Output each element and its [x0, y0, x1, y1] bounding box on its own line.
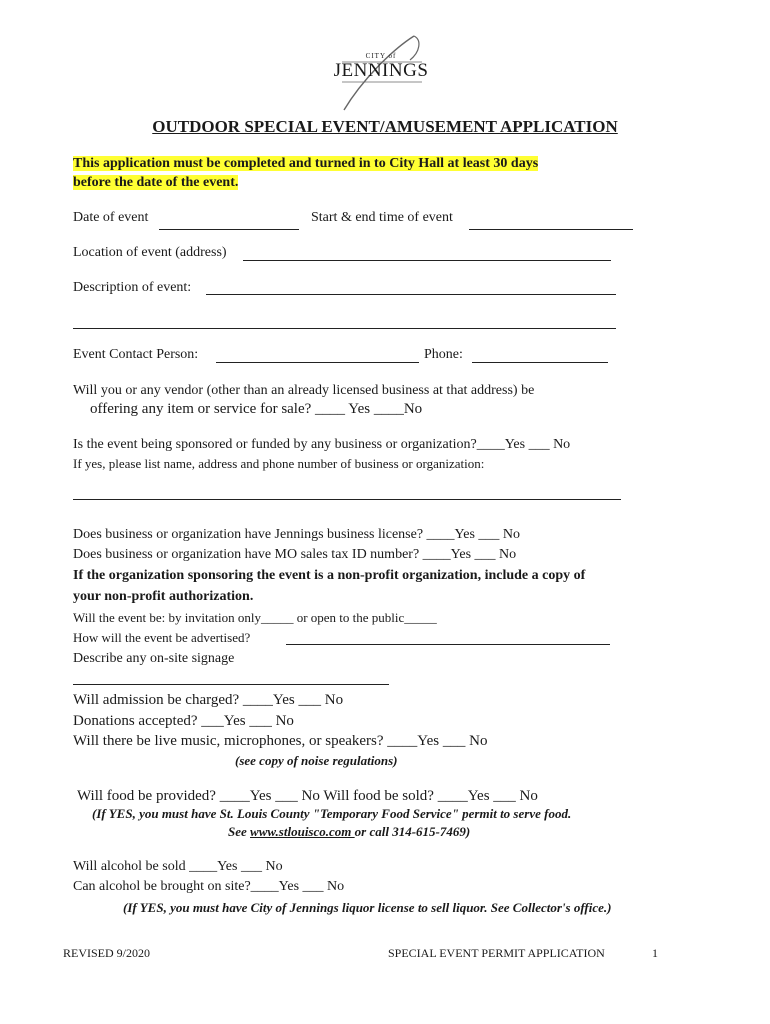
sponsor-details-prompt: If yes, please list name, address and phone number of business or organization:	[73, 456, 485, 471]
notice-line-1	[73, 156, 538, 172]
start-end-time-label: Start & end time of event	[311, 210, 453, 225]
date-of-event-field[interactable]	[159, 229, 299, 230]
alcohol-brought-question: Can alcohol be brought on site?____Yes ___ No	[73, 879, 345, 894]
description-field[interactable]	[206, 294, 616, 295]
footer-page-number: 1	[652, 946, 658, 960]
description-field-line-2[interactable]	[73, 328, 616, 329]
liquor-license-note: (If YES, you must have City of Jennings liquor license to sell liquor. See Collector's office.)	[123, 900, 612, 915]
phone-label: Phone:	[424, 347, 463, 362]
description-label: Description of event:	[73, 280, 192, 295]
signage-field[interactable]	[73, 684, 389, 685]
advertised-field[interactable]	[286, 644, 610, 645]
footer-revised: REVISED 9/2020	[63, 946, 150, 960]
phone-field[interactable]	[472, 362, 608, 363]
notice-text-2: before the date of the event.	[73, 175, 239, 190]
contact-person-label: Event Contact Person:	[73, 347, 199, 362]
date-of-event-label: Date of event	[73, 210, 149, 225]
noise-regulations-note: (see copy of noise regulations)	[235, 753, 398, 768]
nonprofit-note-line-2: your non-profit authorization.	[73, 589, 254, 604]
live-music-question: Will there be live music, microphones, or speakers? ____Yes ___ No	[73, 733, 488, 749]
sponsor-details-field[interactable]	[73, 499, 621, 500]
sponsored-question: Is the event being sponsored or funded by any business or organization?____Yes ___ No	[73, 437, 571, 452]
logo-name: JENNINGS	[333, 60, 429, 81]
logo-small-text: CITY of	[365, 52, 397, 60]
notice-text-1: This application must be completed and turned in to City Hall at least 30 days	[73, 156, 539, 171]
contact-person-field[interactable]	[216, 362, 419, 363]
location-field[interactable]	[243, 260, 611, 261]
vendor-question-line-2: offering any item or service for sale? ____ Yes ____No	[90, 401, 423, 417]
vendor-question-line-1: Will you or any vendor (other than an already licensed business at that address) be	[73, 383, 535, 398]
signage-label: Describe any on-site signage	[73, 651, 235, 666]
page-title: OUTDOOR SPECIAL EVENT/AMUSEMENT APPLICATION	[152, 117, 618, 136]
nonprofit-note-line-1: If the organization sponsoring the event is a non-profit organization, include a copy of	[73, 568, 586, 583]
mo-tax-id-question: Does business or organization have MO sales tax ID number? ____Yes ___ No	[73, 547, 517, 562]
invitation-question: Will the event be: by invitation only_____ or open to the public_____	[73, 610, 437, 625]
notice-line-2	[73, 175, 238, 191]
admission-question: Will admission be charged? ____Yes ___ No	[73, 692, 344, 708]
food-permit-note-line-1: (If YES, you must have St. Louis County "Temporary Food Service" permit to serve food.	[92, 806, 572, 821]
advertised-label: How will the event be advertised?	[73, 630, 251, 645]
donations-question: Donations accepted? ___Yes ___ No	[73, 713, 294, 729]
food-note-suffix: or call 314-615-7469)	[354, 824, 471, 839]
food-note-prefix: See	[228, 824, 251, 839]
city-logo	[322, 30, 440, 112]
start-end-time-field[interactable]	[469, 229, 633, 230]
food-question: Will food be provided? ____Yes ___ No Will food be sold? ____Yes ___ No	[77, 788, 538, 804]
alcohol-sold-question: Will alcohol be sold ____Yes ___ No	[73, 859, 283, 874]
footer-form-name: SPECIAL EVENT PERMIT APPLICATION	[388, 946, 605, 960]
location-label: Location of event (address)	[73, 245, 227, 260]
stlouisco-link[interactable]: www.stlouisco.com	[250, 824, 355, 839]
food-permit-note-line-2	[228, 824, 470, 840]
jennings-license-question: Does business or organization have Jennings business license? ____Yes ___ No	[73, 527, 521, 542]
